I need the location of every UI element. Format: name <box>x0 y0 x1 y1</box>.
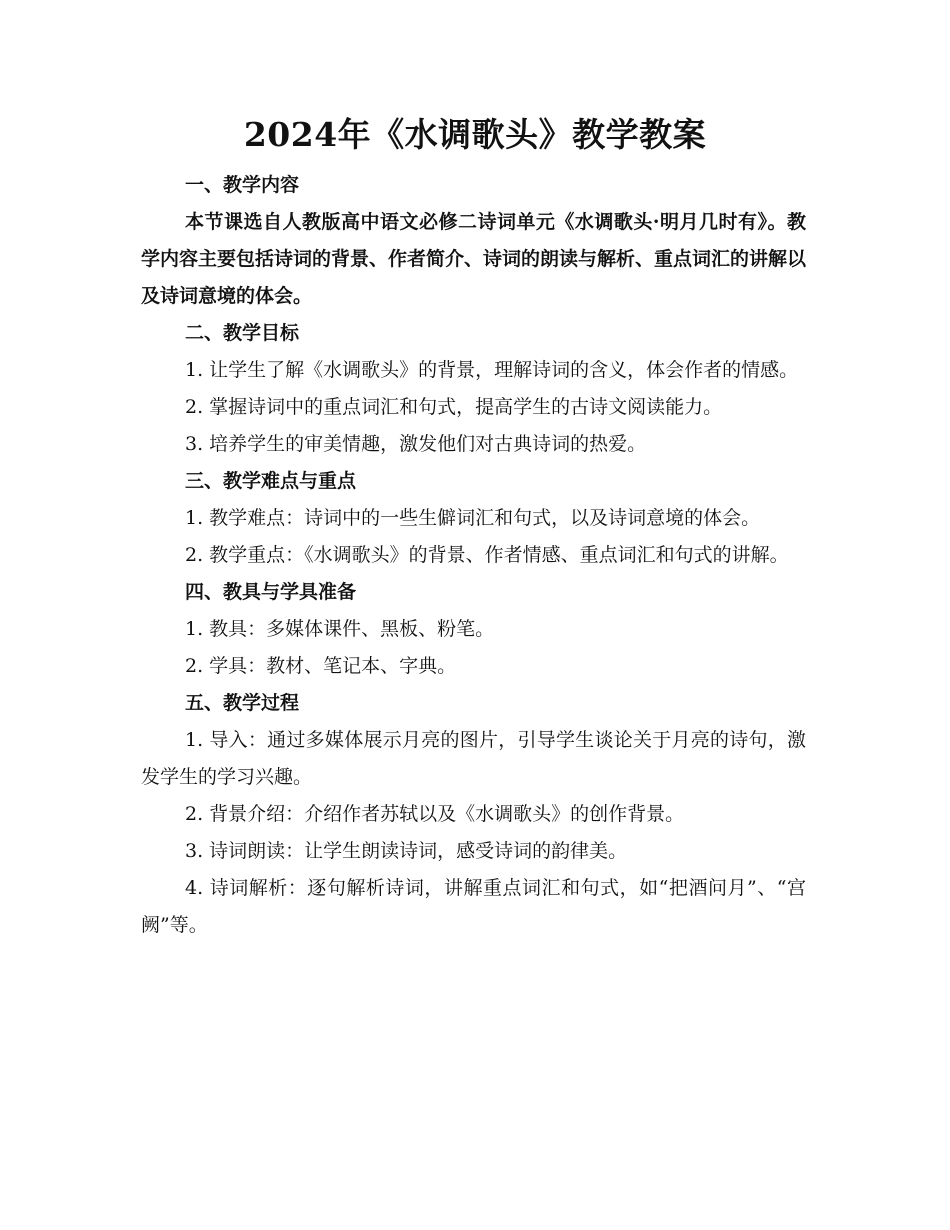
tool-item: 2. 学具：教材、笔记本、字典。 <box>185 655 457 677</box>
section-heading-objectives: 二、教学目标 <box>185 322 300 344</box>
document-title: 2024年《水调歌头》教学教案 <box>243 115 707 154</box>
tool-item: 1. 教具：多媒体课件、黑板、粉笔。 <box>185 618 495 640</box>
document-body <box>141 167 806 944</box>
difficulty-item: 1. 教学难点：诗词中的一些生僻词汇和句式，以及诗词意境的体会。 <box>185 507 761 529</box>
process-item: 1. 导入：通过多媒体展示月亮的图片，引导学生谈论关于月亮的诗句，激发学生的学习兴趣。 <box>141 729 806 788</box>
process-item: 3. 诗词朗读：让学生朗读诗词，感受诗词的韵律美。 <box>185 840 628 862</box>
difficulty-item: 2. 教学重点：《水调歌头》的背景、作者情感、重点词汇和句式的讲解。 <box>185 544 789 566</box>
objective-item: 1. 让学生了解《水调歌头》的背景，理解诗词的含义，体会作者的情感。 <box>185 359 799 381</box>
process-item: 2. 背景介绍：介绍作者苏轼以及《水调歌头》的创作背景。 <box>185 803 685 825</box>
section-body-content: 本节课选自人教版高中语文必修二诗词单元《水调歌头·明月几时有》。教学内容主要包括诗词的背景、作者简介、诗词的朗读与解析、重点词汇的讲解以及诗词意境的体会。 <box>141 211 807 307</box>
process-item: 4. 诗词解析：逐句解析诗词，讲解重点词汇和句式，如“把酒问月”、“宫阙”等。 <box>141 877 806 936</box>
objective-item: 2. 掌握诗词中的重点词汇和句式，提高学生的古诗文阅读能力。 <box>185 396 723 418</box>
section-heading-content: 一、教学内容 <box>185 174 300 196</box>
objective-item: 3. 培养学生的审美情趣，激发他们对古典诗词的热爱。 <box>185 433 647 455</box>
section-heading-process: 五、教学过程 <box>185 692 300 714</box>
section-heading-difficulties: 三、教学难点与重点 <box>185 470 357 492</box>
section-heading-tools: 四、教具与学具准备 <box>185 581 357 603</box>
